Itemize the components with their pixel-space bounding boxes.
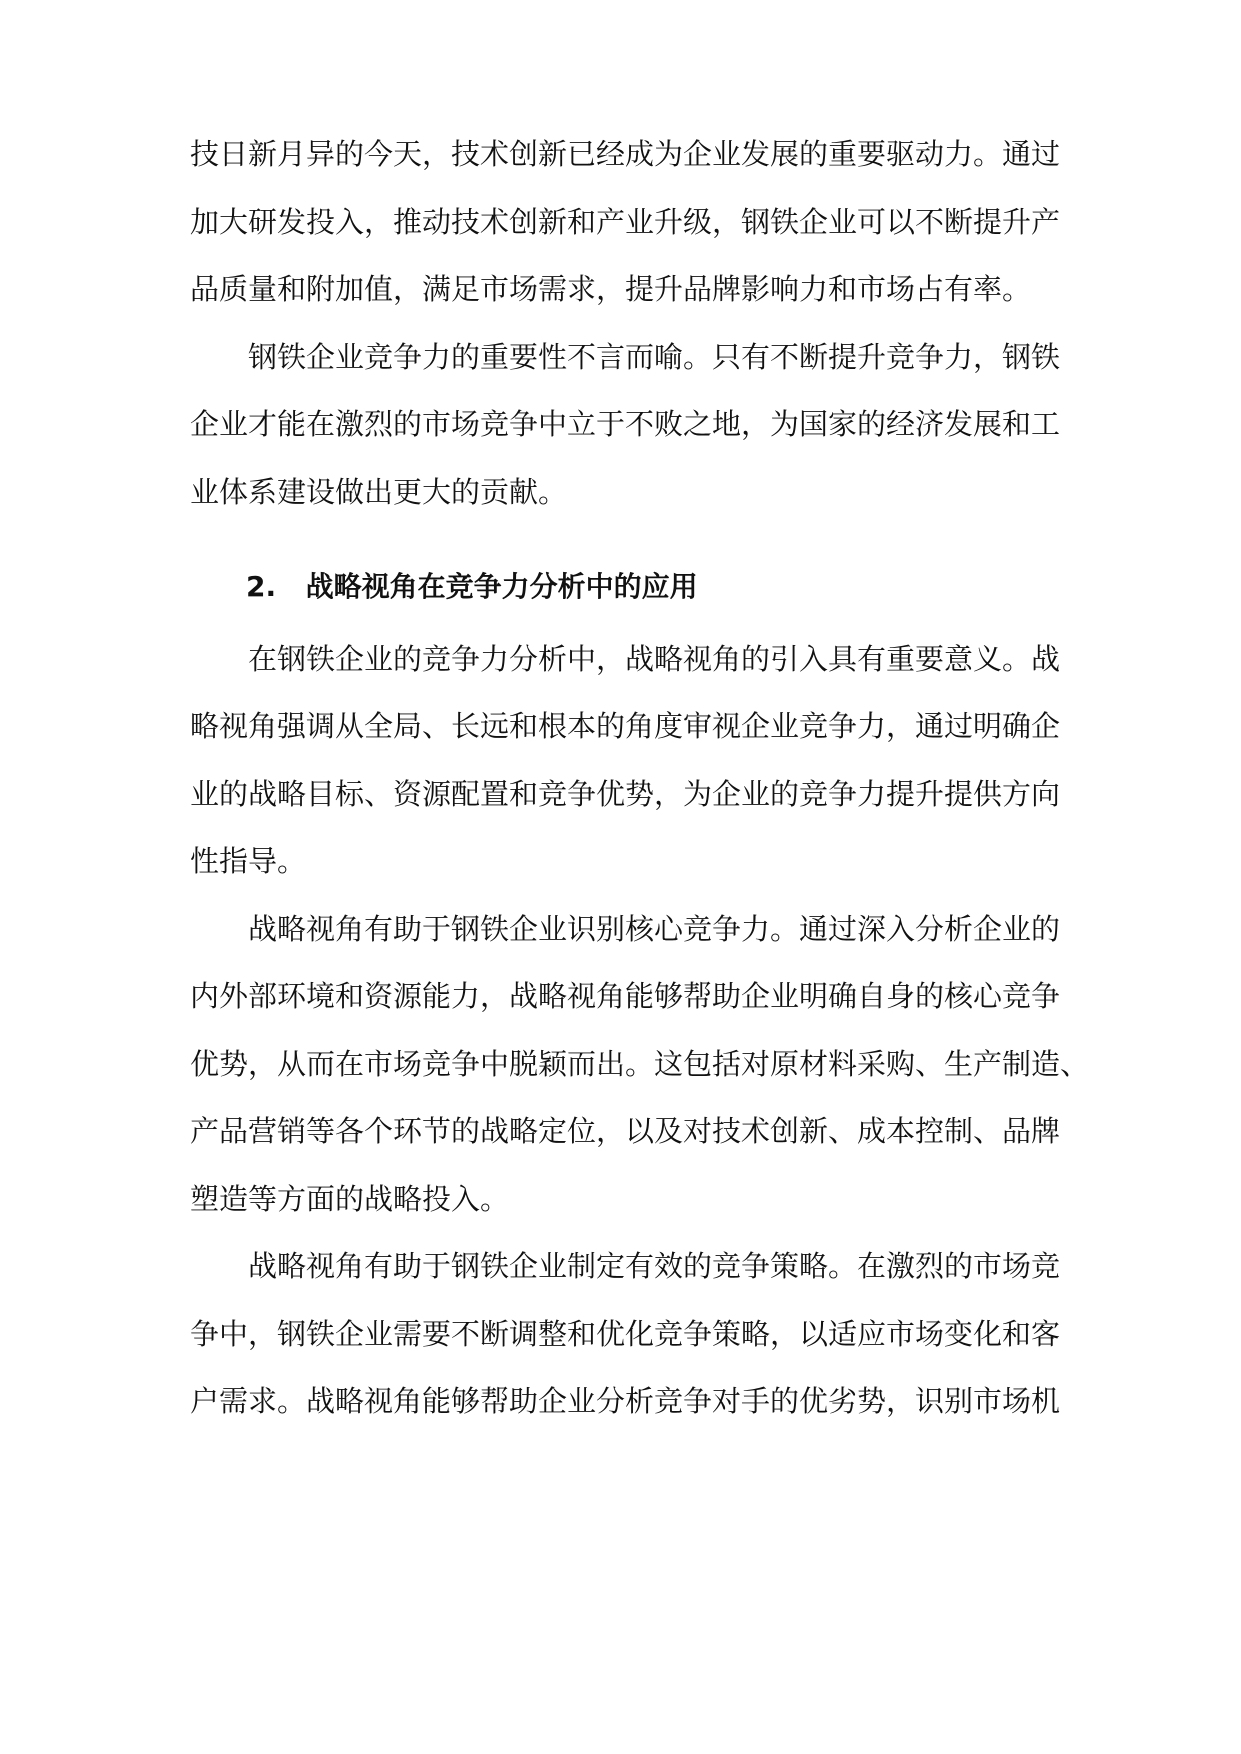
paragraph-4-line-2: 内外部环境和资源能力，战略视角能够帮助企业明确自身的核心竞争 xyxy=(190,979,1061,1013)
paragraph-1-line-1: 技日新月异的今天，技术创新已经成为企业发展的重要驱动力。通过 xyxy=(190,137,1061,171)
paragraph-2-line-1: 钢铁企业竞争力的重要性不言而喻。只有不断提升竞争力，钢铁 xyxy=(248,340,1061,374)
paragraph-2-line-3: 业体系建设做出更大的贡献。 xyxy=(190,475,568,509)
paragraph-3-line-3: 业的战略目标、资源配置和竞争优势，为企业的竞争力提升提供方向 xyxy=(190,777,1061,811)
section-number: 2. xyxy=(246,570,277,603)
paragraph-5-line-1: 战略视角有助于钢铁企业制定有效的竞争策略。在激烈的市场竞 xyxy=(248,1249,1061,1283)
paragraph-5-line-3: 户需求。战略视角能够帮助企业分析竞争对手的优劣势，识别市场机 xyxy=(190,1384,1061,1418)
paragraph-5-line-2: 争中，钢铁企业需要不断调整和优化竞争策略，以适应市场变化和客 xyxy=(190,1317,1061,1351)
paragraph-3-line-1: 在钢铁企业的竞争力分析中，战略视角的引入具有重要意义。战 xyxy=(248,642,1061,676)
section-title: 战略视角在竞争力分析中的应用 xyxy=(305,570,698,603)
paragraph-1-line-2: 加大研发投入，推动技术创新和产业升级，钢铁企业可以不断提升产 xyxy=(190,205,1061,239)
paragraph-1-line-3: 品质量和附加值，满足市场需求，提升品牌影响力和市场占有率。 xyxy=(190,272,1032,306)
paragraph-4-line-3: 优势，从而在市场竞争中脱颖而出。这包括对原材料采购、生产制造、 xyxy=(190,1047,1090,1081)
paragraph-3-line-2: 略视角强调从全局、长远和根本的角度审视企业竞争力，通过明确企 xyxy=(190,709,1061,743)
paragraph-4-line-1: 战略视角有助于钢铁企业识别核心竞争力。通过深入分析企业的 xyxy=(248,912,1061,946)
paragraph-4-line-5: 塑造等方面的战略投入。 xyxy=(190,1182,510,1216)
paragraph-3-line-4: 性指导。 xyxy=(190,844,307,878)
paragraph-4-line-4: 产品营销等各个环节的战略定位，以及对技术创新、成本控制、品牌 xyxy=(190,1114,1061,1148)
section-heading xyxy=(246,563,1052,611)
paragraph-2-line-2: 企业才能在激烈的市场竞争中立于不败之地，为国家的经济发展和工 xyxy=(190,407,1061,441)
